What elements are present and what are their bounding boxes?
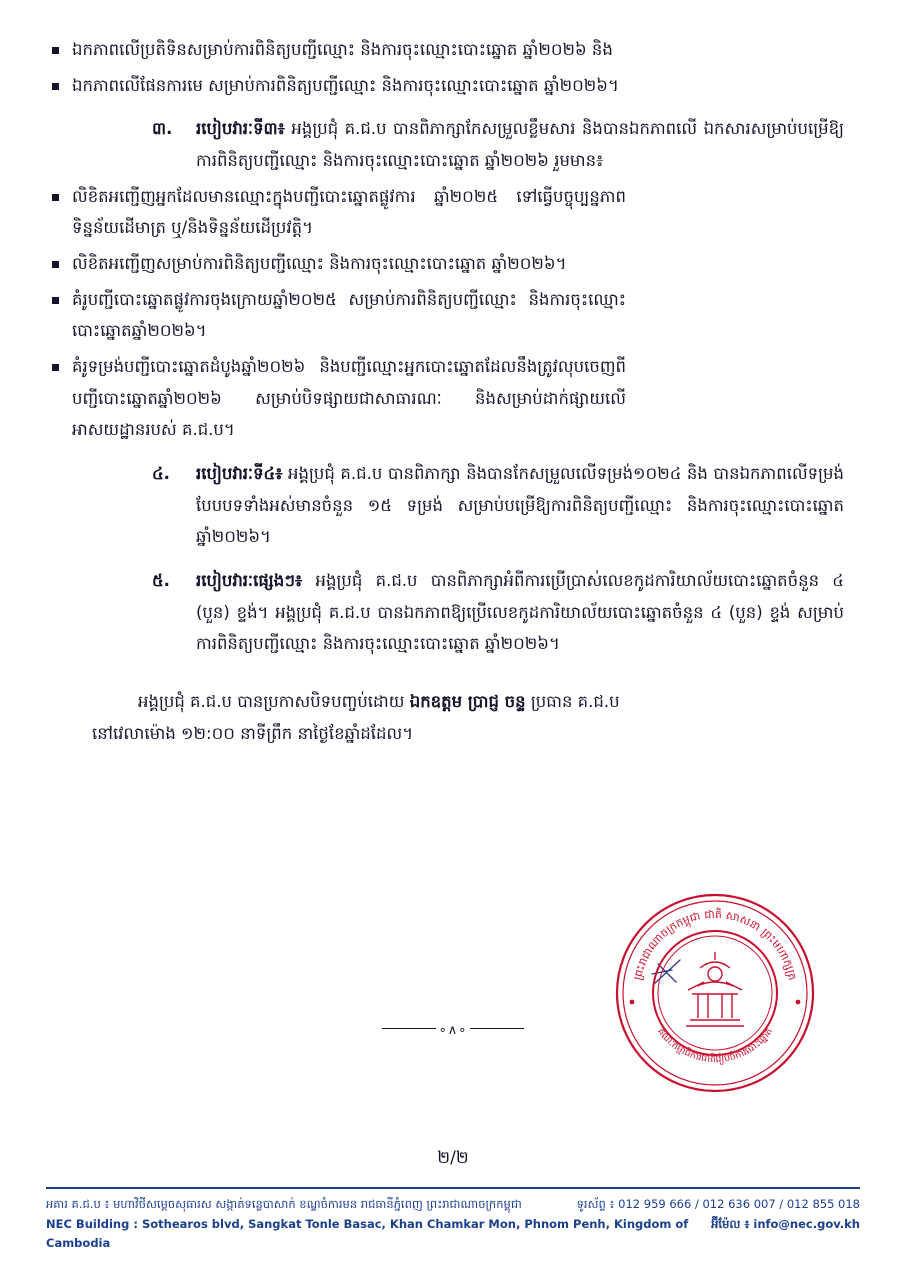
list-item: គំរូទម្រង់បញ្ជីបោះឆ្នោតដំបូងឆ្នាំ២០២៦ និងបញ្ជីឈ្មោះអ្នកបោះឆ្នោតដែលនឹងត្រូវលុបចេញពីបញ្ជីបោះឆ្នោតឆ្នាំ២០២៦ សម្រាប់បិទផ្សាយជាសាធារណៈ និងសម្រាប់ដាក់ផ្សាយលើអាសយដ្ឋានរបស់ គ.ជ.ប។ xyxy=(46,351,626,446)
closing-text-2: ប្រធាន គ.ជ.ប xyxy=(525,692,620,712)
list-item: លិខិតអញ្ជើញសម្រាប់ការពិនិត្យបញ្ជីឈ្មោះ និងការចុះឈ្មោះបោះឆ្នោត ឆ្នាំ២០២៦។ xyxy=(46,248,626,280)
seal-outer-text: ព្រះរាជាណាចក្រកម្ពុជា ជាតិ សាសនា ព្រះមហាក្សត្រ xyxy=(630,907,799,982)
item-body: អង្គប្រជុំ គ.ជ.ប បានពិភាក្សាអំពីការប្រើប្រាស់លេខកូដការិយាល័យបោះឆ្នោតចំនួន ៤ (បួន) ខ្ទង់។ អង្គប្រជុំ គ.ជ.ប បានឯកភាពឱ្យប្រើលេខកូដការិយាល័យបោះឆ្នោតចំនួន ៤ (បួន) ខ្ទង់ សម្រាប់ការពិនិត្យបញ្ជីឈ្មោះ និងការចុះឈ្មោះបោះឆ្នោត ឆ្នាំ២០២៦។ xyxy=(196,571,844,654)
item-lead: របៀបវារៈទី៤៖ xyxy=(196,464,283,484)
ornament-divider xyxy=(0,1020,906,1038)
item-number: ៣. xyxy=(152,119,173,139)
item-lead: របៀបវារៈផ្សេងៗ៖ xyxy=(196,571,303,591)
item-body: អង្គប្រជុំ គ.ជ.ប បានពិភាក្សាកែសម្រួលខ្លឹមសារ និងបានឯកភាពលើ ឯកសារសម្រាប់បម្រើឱ្យការពិនិត្យបញ្ជីឈ្មោះ និងការចុះឈ្មោះបោះឆ្នោត ឆ្នាំ២០២៦ រួមមាន៖ xyxy=(196,119,844,171)
official-seal xyxy=(612,890,818,1096)
top-bullet-list xyxy=(46,34,654,101)
item-lead: របៀបវារៈទី៣៖ xyxy=(196,119,285,139)
item-number: ៥. xyxy=(152,571,170,591)
list-item: លិខិតអញ្ជើញអ្នកដែលមានឈ្មោះក្នុងបញ្ជីបោះឆ្នោតផ្លូវការ ឆ្នាំ២០២៥ ទៅធ្វើបច្ចុប្បន្នភាពទិន្នន័យដើមាត្រ ឬ/និងទិន្នន័យដើប្រវត្តិ។ xyxy=(46,181,626,244)
list-item: ឯកភាពលើផែនការមេ សម្រាប់ការពិនិត្យបញ្ជីឈ្មោះ និងការចុះឈ្មោះបោះឆ្នោត ឆ្នាំ២០២៦។ xyxy=(46,70,654,102)
footer-address-khmer: អគារ គ.ជ.ប ៖ មហាវិថីសម្តេចសុធារស សង្កាត់ទន្លេបាសាក់ ខណ្ឌចំការមន រាជធានីភ្នំពេញ ព្រះរាជាណាចក្រកម្ពុជា xyxy=(46,1197,522,1212)
numbered-item-3 xyxy=(46,113,844,176)
closing-text-1: អង្គប្រជុំ គ.ជ.ប បានប្រកាសបិទបញ្ចប់ដោយ xyxy=(138,692,410,712)
list-item: គំរូបញ្ជីបោះឆ្នោតផ្លូវការចុងក្រោយឆ្នាំ២០២៥ សម្រាប់ការពិនិត្យបញ្ជីឈ្មោះ និងការចុះឈ្មោះបោះឆ្នោតឆ្នាំ២០២៦។ xyxy=(46,284,626,347)
page-footer xyxy=(46,1187,860,1254)
list-item: ឯកភាពលើប្រតិទិនសម្រាប់ការពិនិត្យបញ្ជីឈ្មោះ និងការចុះឈ្មោះបោះឆ្នោត ឆ្នាំ២០២៦ និង xyxy=(46,34,654,66)
footer-divider xyxy=(46,1187,860,1189)
page-number: ២/២ xyxy=(437,1148,469,1168)
numbered-item-5 xyxy=(46,565,844,660)
ornament-rule-left xyxy=(382,1028,436,1029)
ornament-rule-right xyxy=(470,1028,524,1029)
closing-paragraph xyxy=(92,686,864,749)
footer-row-english xyxy=(46,1215,860,1254)
chairman-name: ឯកឧត្តម ប្រាជ្ញ ចន្ទ xyxy=(409,692,526,712)
ornament-knot-icon: ∘∧∘ xyxy=(438,1023,468,1038)
seal-inner-text: គណៈកម្មាធិការជាតិរៀបចំការបោះឆ្នោត xyxy=(654,1026,776,1066)
footer-address-english: NEC Building : Sothearos blvd, Sangkat Tonle Basac, Khan Chamkar Mon, Phnom Penh, Kingdom of Cambodia xyxy=(46,1216,689,1251)
closing-time-line: នៅវេលាម៉ោង ១២:០០ នាទីព្រឹក នាថ្ងៃខែឆ្នាំដដែល។ xyxy=(92,723,414,743)
footer-phone-khmer: ទូរស័ព្ទ ៖ 012 959 666 / 012 636 007 / 012 855 018 xyxy=(576,1197,860,1212)
item-number: ៤. xyxy=(152,464,170,484)
numbered-item-4 xyxy=(46,458,844,553)
footer-row-khmer xyxy=(46,1195,860,1215)
item-3-bullet-list xyxy=(46,181,626,446)
item-body: អង្គប្រជុំ គ.ជ.ប បានពិភាក្សា និងបានកែសម្រួលលើទម្រង់១០២៤ និង បានឯកភាពលើទម្រង់បែបបទទាំងអស់មានចំនួន ១៥ ទម្រង់ សម្រាប់បម្រើឱ្យការពិនិត្យបញ្ជីឈ្មោះ និងការចុះឈ្មោះបោះឆ្នោត ឆ្នាំ២០២៦។ xyxy=(196,464,844,547)
footer-email[interactable]: អ៊ីម៉ែល ៖ info@nec.gov.kh xyxy=(711,1216,860,1231)
